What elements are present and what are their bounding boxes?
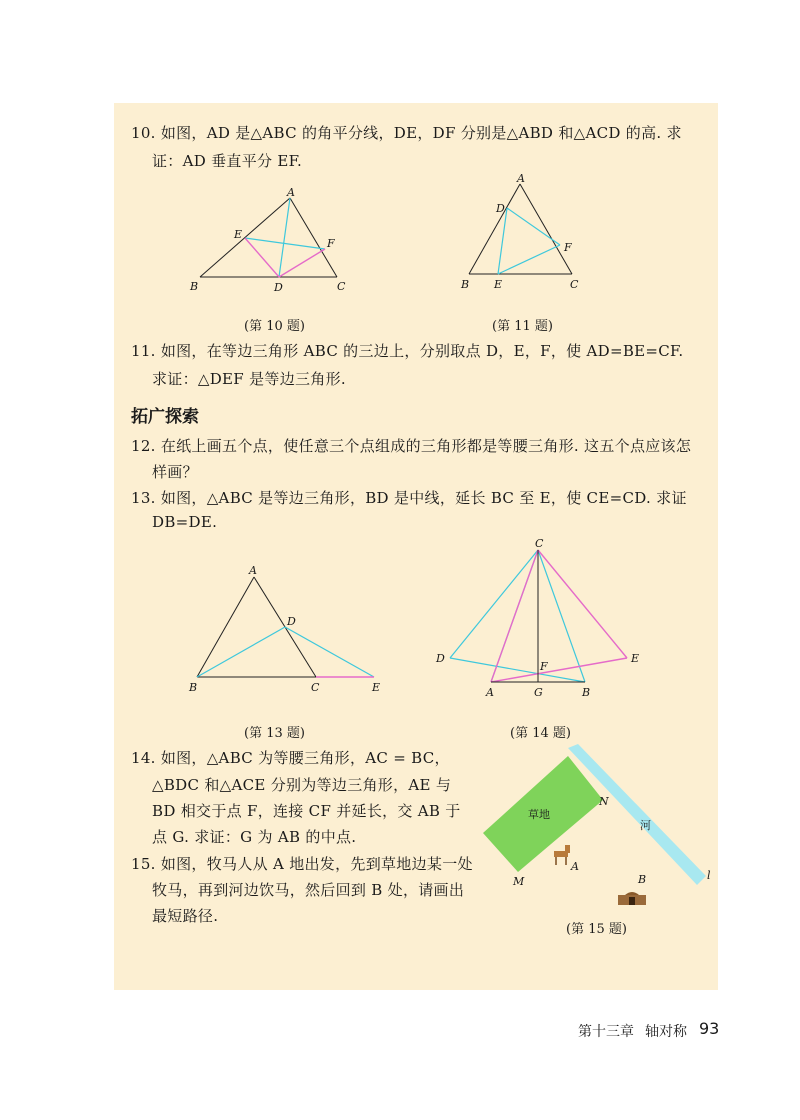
fig14-label-f: F (540, 660, 548, 673)
fig14-label-d: D (436, 652, 445, 665)
footer-title: 轴对称 (645, 1024, 687, 1040)
fig14-label-b: B (582, 686, 591, 699)
fig10-label-a: A (287, 186, 295, 199)
problem-11-line-2: 求证：△DEF 是等边三角形. (152, 370, 346, 388)
section-heading: 拓广探索 (131, 407, 199, 427)
problem-14-line-4: 点 G. 求证：G 为 AB 的中点. (152, 828, 357, 846)
problem-14-line-1: 14. 如图，△ABC 为等腰三角形，AC = BC， (131, 749, 450, 767)
fig15-label-grass: 草地 (528, 808, 550, 821)
fig13-label-b: B (189, 681, 198, 694)
horse-icon (554, 845, 570, 865)
fig14-label-g: G (534, 686, 543, 699)
fig13-label-c: C (311, 681, 320, 694)
fig14-label-a: A (486, 686, 494, 699)
fig10-label-c: C (337, 280, 346, 293)
footer-chapter: 第十三章 (578, 1024, 634, 1040)
caption-fig15: (第 15 题) (566, 922, 627, 937)
problem-14-line-2: △BDC 和△ACE 分别为等边三角形，AE 与 (152, 776, 452, 794)
fig11-label-c: C (570, 278, 579, 291)
caption-fig14: (第 14 题) (510, 726, 571, 741)
problem-12-line-2: 样画？ (152, 463, 198, 481)
fig11-label-e: E (494, 278, 503, 291)
river (568, 744, 706, 885)
caption-fig11: (第 11 题) (492, 319, 553, 334)
fig13-label-e: E (372, 681, 381, 694)
fig15-label-river: 河 (640, 819, 651, 832)
fig11-label-b: B (461, 278, 470, 291)
fig10-label-d: D (274, 281, 283, 294)
problem-12-line-1: 12. 在纸上画五个点，使任意三个点组成的三角形都是等腰三角形. 这五个点应该怎 (131, 437, 692, 455)
problem-10-line-1: 10. 如图，AD 是△ABC 的角平分线，DE，DF 分别是△ABD 和△ACD 的高. 求 (131, 124, 682, 142)
fig15-label-n: N (599, 795, 609, 808)
fig15-label-a: A (571, 860, 579, 873)
fig13-label-d: D (287, 615, 296, 628)
problem-13-line-2: DB=DE. (152, 513, 218, 531)
problem-13-line-1: 13. 如图，△ABC 是等边三角形，BD 是中线，延长 BC 至 E，使 CE=CD. 求证 (131, 489, 687, 507)
caption-fig10: (第 10 题) (244, 319, 305, 334)
fig15-label-b: B (638, 873, 647, 886)
problem-15-line-3: 最短路径. (152, 907, 219, 925)
caption-fig13: (第 13 题) (244, 726, 305, 741)
fig11-label-d: D (496, 202, 505, 215)
problem-15-line-2: 牧马，再到河边饮马，然后回到 B 处，请画出 (152, 881, 465, 899)
yurt-icon (618, 892, 646, 905)
problem-10-line-2: 证：AD 垂直平分 EF. (152, 152, 303, 170)
fig10-label-e: E (234, 228, 243, 241)
fig14-label-e: E (631, 652, 640, 665)
problem-11-line-1: 11. 如图，在等边三角形 ABC 的三边上，分别取点 D，E，F，使 AD=BE=CF. (131, 342, 684, 360)
fig10-label-f: F (327, 237, 335, 250)
fig15-label-l: l (707, 869, 711, 882)
problem-15-line-1: 15. 如图，牧马人从 A 地出发，先到草地边某一处 (131, 855, 473, 873)
fig14-label-c: C (535, 537, 544, 550)
fig11-label-a: A (517, 172, 525, 185)
fig13-label-a: A (249, 564, 257, 577)
problem-14-line-3: BD 相交于点 F，连接 CF 并延长，交 AB 于 (152, 802, 461, 820)
fig10-label-b: B (190, 280, 199, 293)
fig11-label-f: F (564, 241, 572, 254)
page-number: 93 (699, 1019, 720, 1038)
fig15-label-m: M (513, 875, 525, 888)
